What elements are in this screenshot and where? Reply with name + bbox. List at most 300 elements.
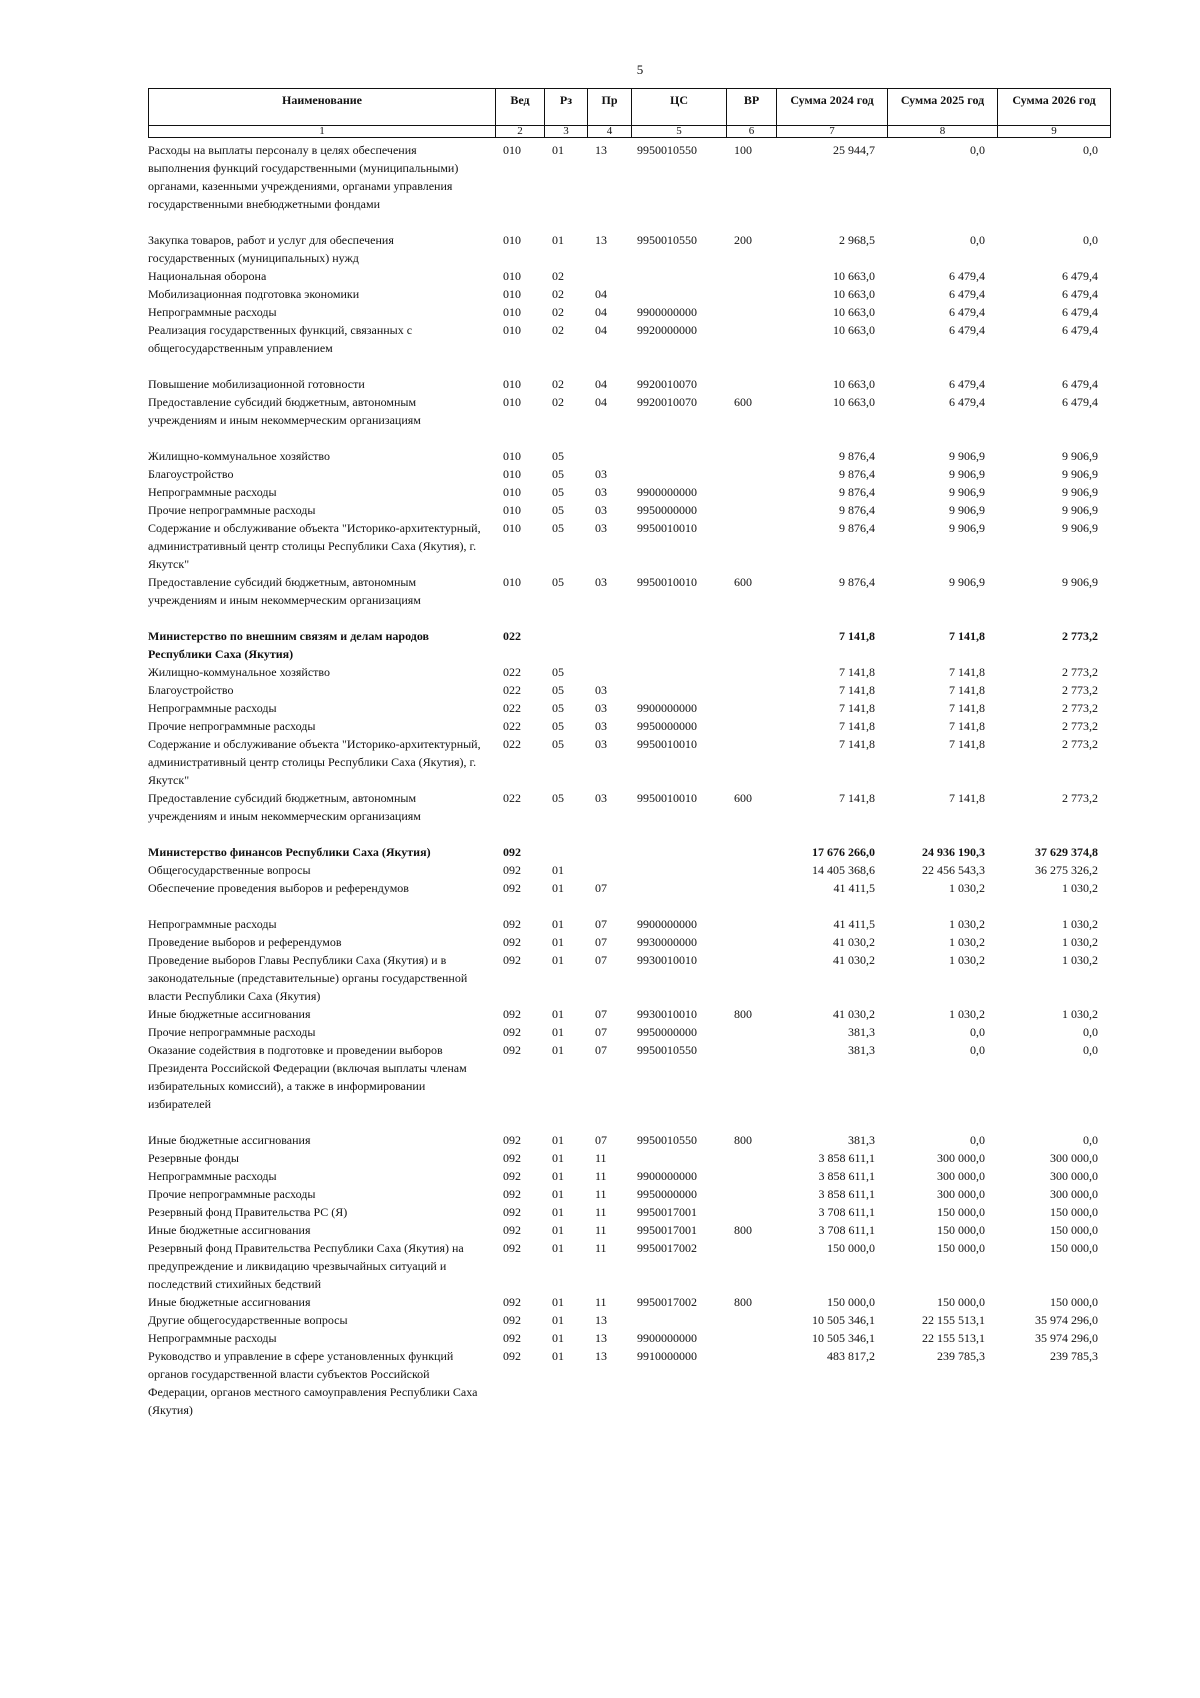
row-cs (631, 447, 726, 465)
row-sum-2026: 150 000,0 (1050, 1205, 1098, 1219)
row-cs: 9900000000 (637, 1169, 697, 1183)
row-name: Резервные фонды (148, 1151, 239, 1165)
row-cs: 9950010010 (637, 737, 697, 751)
row-sum-2025: 22 155 513,1 (922, 1313, 985, 1327)
row-pr (587, 663, 631, 681)
row-sum-2025: 9 906,9 (949, 521, 985, 535)
table-row (148, 483, 1110, 501)
row-cs: 9950010010 (637, 521, 697, 535)
row-sum-2025: 6 479,4 (949, 269, 985, 283)
row-rz: 01 (552, 935, 564, 949)
row-cs: 9950017001 (637, 1223, 697, 1237)
row-cs: 9900000000 (637, 305, 697, 319)
row-rz: 02 (552, 287, 564, 301)
row-sum-2025: 7 141,8 (949, 791, 985, 805)
header-ved: Вед (496, 89, 545, 126)
row-name: Проведение выборов Главы Республики Саха (Якутия) и в законодательные (представительные) органы государственной власти Республики Саха (Якутия) (148, 953, 468, 1003)
row-name: Благоустройство (148, 683, 234, 697)
row-vr: 600 (734, 395, 752, 409)
row-vr (726, 285, 776, 303)
row-sum-2025: 7 141,8 (949, 665, 985, 679)
row-name: Расходы на выплаты персоналу в целях обеспечения выполнения функций государственными (муниципальными) органами, казенными учреждениями, органами управления государственными внебюджетными фондами (148, 143, 459, 211)
row-rz: 05 (552, 701, 564, 715)
row-rz: 05 (552, 503, 564, 517)
table-row (148, 141, 1110, 231)
row-ved: 022 (503, 665, 521, 679)
row-name: Резервный фонд Правительства РС (Я) (148, 1205, 348, 1219)
row-cs: 9930010010 (637, 953, 697, 967)
row-sum-2026: 150 000,0 (1050, 1223, 1098, 1237)
row-name: Обеспечение проведения выборов и референдумов (148, 881, 409, 895)
row-sum-2026: 0,0 (1083, 1133, 1098, 1147)
row-name: Национальная оборона (148, 269, 267, 283)
row-sum-2025: 300 000,0 (937, 1187, 985, 1201)
table-row (148, 1149, 1110, 1167)
row-ved: 092 (503, 863, 521, 877)
row-sum-2024: 10 505 346,1 (812, 1313, 875, 1327)
row-sum-2024: 150 000,0 (827, 1241, 875, 1255)
row-sum-2025: 9 906,9 (949, 485, 985, 499)
row-vr (726, 447, 776, 465)
table-row (148, 1203, 1110, 1221)
row-vr: 800 (734, 1295, 752, 1309)
row-pr (587, 861, 631, 879)
table-row (148, 861, 1110, 879)
table-row (148, 573, 1110, 627)
row-vr: 800 (734, 1223, 752, 1237)
row-ved: 092 (503, 953, 521, 967)
row-sum-2024: 41 030,2 (833, 1007, 875, 1021)
row-sum-2025: 9 906,9 (949, 503, 985, 517)
row-sum-2024: 9 876,4 (839, 485, 875, 499)
row-vr (726, 1185, 776, 1203)
row-pr: 03 (595, 467, 607, 481)
page-number: 5 (636, 62, 644, 77)
row-pr: 03 (595, 791, 607, 805)
row-pr: 07 (595, 1007, 607, 1021)
row-vr: 800 (734, 1007, 752, 1021)
table-row (148, 285, 1110, 303)
row-pr: 03 (595, 683, 607, 697)
row-ved: 022 (503, 737, 521, 751)
row-sum-2025: 7 141,8 (949, 719, 985, 733)
row-cs (631, 1149, 726, 1167)
row-sum-2026: 2 773,2 (1062, 683, 1098, 697)
row-pr: 03 (595, 719, 607, 733)
row-pr: 11 (595, 1241, 607, 1255)
row-sum-2025: 6 479,4 (949, 305, 985, 319)
row-sum-2025: 1 030,2 (949, 881, 985, 895)
row-sum-2026: 35 974 296,0 (1035, 1331, 1098, 1345)
row-sum-2026: 9 906,9 (1062, 449, 1098, 463)
row-rz: 01 (552, 1133, 564, 1147)
row-vr (726, 1149, 776, 1167)
row-sum-2024: 3 708 611,1 (818, 1223, 875, 1237)
row-cs: 9920000000 (637, 323, 697, 337)
row-sum-2026: 2 773,2 (1062, 665, 1098, 679)
row-rz: 05 (552, 575, 564, 589)
row-vr (726, 303, 776, 321)
row-sum-2025: 9 906,9 (949, 467, 985, 481)
row-name: Реализация государственных функций, связанных с общегосударственным управлением (148, 323, 413, 355)
row-vr (726, 915, 776, 933)
row-cs (631, 861, 726, 879)
row-cs (631, 681, 726, 699)
row-sum-2025: 7 141,8 (949, 683, 985, 697)
row-sum-2024: 10 663,0 (833, 395, 875, 409)
row-sum-2026: 6 479,4 (1062, 305, 1098, 319)
row-rz: 01 (552, 1151, 564, 1165)
header-sum-2026: Сумма 2026 год (998, 89, 1111, 126)
column-number: 1 (149, 126, 496, 138)
row-vr (726, 843, 776, 861)
row-sum-2025: 1 030,2 (949, 1007, 985, 1021)
row-rz: 01 (552, 881, 564, 895)
row-name: Предоставление субсидий бюджетным, автономным учреждениям и иным некоммерческим организациям (148, 395, 421, 427)
table-row (148, 447, 1110, 465)
header-row (149, 89, 1111, 126)
row-name: Жилищно-коммунальное хозяйство (148, 449, 331, 463)
row-rz (544, 843, 587, 861)
column-number: 9 (998, 126, 1111, 138)
row-pr: 07 (595, 1025, 607, 1039)
row-pr: 13 (595, 143, 607, 157)
row-sum-2024: 381,3 (848, 1133, 875, 1147)
row-vr (726, 465, 776, 483)
row-sum-2026: 37 629 374,8 (1035, 845, 1098, 859)
row-vr (726, 1347, 776, 1419)
row-sum-2024: 25 944,7 (833, 143, 875, 157)
column-number-row (149, 126, 1111, 138)
header-rz: Рз (545, 89, 588, 126)
column-number: 7 (777, 126, 888, 138)
header-vr: ВР (727, 89, 777, 126)
row-sum-2024: 3 858 611,1 (818, 1151, 875, 1165)
table-row (148, 915, 1110, 933)
header-cs: ЦС (632, 89, 727, 126)
row-vr (726, 933, 776, 951)
row-sum-2026: 150 000,0 (1050, 1241, 1098, 1255)
row-ved: 092 (503, 845, 521, 859)
row-rz: 05 (552, 791, 564, 805)
row-pr: 07 (595, 1043, 607, 1057)
row-vr (726, 699, 776, 717)
table-row (148, 717, 1110, 735)
row-name: Предоставление субсидий бюджетным, автономным учреждениям и иным некоммерческим организациям (148, 791, 421, 823)
row-cs: 9950017002 (637, 1241, 697, 1255)
row-rz: 01 (552, 1205, 564, 1219)
row-ved: 010 (503, 323, 521, 337)
row-pr (587, 267, 631, 285)
row-ved: 092 (503, 1223, 521, 1237)
row-rz: 01 (552, 1043, 564, 1057)
row-ved: 092 (503, 1313, 521, 1327)
row-cs: 9950000000 (637, 503, 697, 517)
row-sum-2025: 7 141,8 (949, 701, 985, 715)
row-sum-2026: 9 906,9 (1062, 485, 1098, 499)
row-sum-2026: 2 773,2 (1062, 791, 1098, 805)
table-row (148, 375, 1110, 393)
row-sum-2025: 150 000,0 (937, 1223, 985, 1237)
row-name: Закупка товаров, работ и услуг для обеспечения государственных (муниципальных) нужд (148, 233, 394, 265)
row-pr: 03 (595, 503, 607, 517)
row-sum-2026: 2 773,2 (1062, 629, 1098, 643)
row-cs (631, 465, 726, 483)
row-pr: 11 (595, 1205, 607, 1219)
row-sum-2026: 2 773,2 (1062, 737, 1098, 751)
table-row (148, 465, 1110, 483)
row-vr (726, 1329, 776, 1347)
row-sum-2026: 0,0 (1083, 143, 1098, 157)
row-cs (631, 663, 726, 681)
row-cs (631, 285, 726, 303)
row-name: Проведение выборов и референдумов (148, 935, 342, 949)
row-rz: 01 (552, 233, 564, 247)
row-sum-2025: 6 479,4 (949, 377, 985, 391)
row-ved: 022 (503, 701, 521, 715)
row-pr: 07 (595, 935, 607, 949)
row-sum-2026: 2 773,2 (1062, 719, 1098, 733)
row-sum-2024: 150 000,0 (827, 1295, 875, 1309)
row-pr: 13 (595, 233, 607, 247)
row-sum-2026: 239 785,3 (1050, 1349, 1098, 1363)
row-sum-2024: 41 030,2 (833, 953, 875, 967)
row-sum-2024: 483 817,2 (827, 1349, 875, 1363)
row-name: Министерство финансов Республики Саха (Якутия) (148, 845, 431, 859)
row-rz: 01 (552, 863, 564, 877)
row-ved: 010 (503, 575, 521, 589)
row-sum-2025: 0,0 (970, 1025, 985, 1039)
row-sum-2025: 24 936 190,3 (922, 845, 985, 859)
row-sum-2025: 7 141,8 (949, 737, 985, 751)
row-sum-2026: 150 000,0 (1050, 1295, 1098, 1309)
row-ved: 092 (503, 1205, 521, 1219)
row-name: Иные бюджетные ассигнования (148, 1295, 311, 1309)
row-rz: 01 (552, 1331, 564, 1345)
row-rz: 05 (552, 449, 564, 463)
row-pr: 13 (595, 1313, 607, 1327)
row-sum-2026: 36 275 326,2 (1035, 863, 1098, 877)
row-name: Иные бюджетные ассигнования (148, 1223, 311, 1237)
row-vr: 600 (734, 575, 752, 589)
row-pr: 03 (595, 485, 607, 499)
row-sum-2026: 2 773,2 (1062, 701, 1098, 715)
row-sum-2026: 6 479,4 (1062, 269, 1098, 283)
row-vr (726, 663, 776, 681)
row-sum-2025: 0,0 (970, 233, 985, 247)
row-rz: 02 (552, 377, 564, 391)
row-sum-2025: 1 030,2 (949, 953, 985, 967)
row-sum-2026: 0,0 (1083, 1043, 1098, 1057)
row-vr (726, 1203, 776, 1221)
row-vr (726, 879, 776, 915)
row-sum-2024: 41 030,2 (833, 935, 875, 949)
row-vr: 200 (734, 233, 752, 247)
row-sum-2024: 7 141,8 (839, 629, 875, 643)
row-ved: 022 (503, 629, 521, 643)
table-row (148, 1329, 1110, 1347)
table-row (148, 303, 1110, 321)
row-cs: 9920010070 (637, 377, 697, 391)
row-vr (726, 735, 776, 789)
row-cs (631, 879, 726, 915)
row-sum-2025: 6 479,4 (949, 287, 985, 301)
row-cs: 9950010010 (637, 791, 697, 805)
row-cs: 9950017001 (637, 1205, 697, 1219)
row-sum-2024: 9 876,4 (839, 449, 875, 463)
header-pr: Пр (588, 89, 632, 126)
row-rz: 05 (552, 683, 564, 697)
table-row (148, 501, 1110, 519)
row-cs: 9910000000 (637, 1349, 697, 1363)
row-vr (726, 375, 776, 393)
row-vr: 100 (734, 143, 752, 157)
row-name: Прочие непрограммные расходы (148, 503, 316, 517)
table-row (148, 1005, 1110, 1023)
row-ved: 010 (503, 377, 521, 391)
row-sum-2026: 9 906,9 (1062, 503, 1098, 517)
row-name: Содержание и обслуживание объекта "Историко-архитектурный, административный центр столицы Республики Саха (Якутия), г. Якутск" (148, 737, 481, 787)
row-cs: 9950010550 (637, 233, 697, 247)
row-sum-2025: 150 000,0 (937, 1205, 985, 1219)
row-sum-2025: 22 155 513,1 (922, 1331, 985, 1345)
row-name: Иные бюджетные ассигнования (148, 1007, 311, 1021)
row-sum-2025: 9 906,9 (949, 575, 985, 589)
row-ved: 092 (503, 1169, 521, 1183)
row-sum-2024: 3 708 611,1 (818, 1205, 875, 1219)
row-cs (631, 627, 726, 663)
row-vr (726, 519, 776, 573)
table-row (148, 663, 1110, 681)
row-pr (587, 843, 631, 861)
row-rz: 01 (552, 143, 564, 157)
row-pr: 04 (595, 305, 607, 319)
row-sum-2024: 9 876,4 (839, 575, 875, 589)
row-sum-2025: 300 000,0 (937, 1169, 985, 1183)
row-sum-2024: 3 858 611,1 (818, 1169, 875, 1183)
row-sum-2026: 0,0 (1083, 1025, 1098, 1039)
row-sum-2024: 7 141,8 (839, 737, 875, 751)
row-vr (726, 483, 776, 501)
row-name: Содержание и обслуживание объекта "Историко-архитектурный, административный центр столицы Республики Саха (Якутия), г. Якутск" (148, 521, 481, 571)
row-sum-2025: 6 479,4 (949, 395, 985, 409)
row-pr: 07 (595, 917, 607, 931)
row-sum-2026: 1 030,2 (1062, 881, 1098, 895)
row-ved: 010 (503, 521, 521, 535)
row-cs: 9900000000 (637, 917, 697, 931)
row-sum-2026: 0,0 (1083, 233, 1098, 247)
row-name: Прочие непрограммные расходы (148, 719, 316, 733)
row-ved: 092 (503, 1331, 521, 1345)
row-pr: 07 (595, 1133, 607, 1147)
row-sum-2026: 9 906,9 (1062, 467, 1098, 481)
row-rz: 01 (552, 1169, 564, 1183)
row-sum-2025: 0,0 (970, 1043, 985, 1057)
row-sum-2024: 17 676 266,0 (812, 845, 875, 859)
row-pr: 04 (595, 323, 607, 337)
row-sum-2024: 14 405 368,6 (812, 863, 875, 877)
row-rz: 01 (552, 1313, 564, 1327)
row-ved: 010 (503, 269, 521, 283)
row-vr (726, 1311, 776, 1329)
row-ved: 010 (503, 449, 521, 463)
column-number: 6 (727, 126, 777, 138)
row-cs (631, 1311, 726, 1329)
row-ved: 092 (503, 1241, 521, 1255)
row-vr (726, 627, 776, 663)
row-name: Непрограммные расходы (148, 917, 277, 931)
row-sum-2026: 1 030,2 (1062, 1007, 1098, 1021)
row-rz: 01 (552, 1223, 564, 1237)
table-header (148, 88, 1111, 138)
row-pr: 11 (595, 1223, 607, 1237)
row-ved: 010 (503, 503, 521, 517)
row-sum-2024: 9 876,4 (839, 467, 875, 481)
row-name: Иные бюджетные ассигнования (148, 1133, 311, 1147)
table-row (148, 1041, 1110, 1131)
table-row (148, 1239, 1110, 1293)
row-ved: 092 (503, 1025, 521, 1039)
row-cs: 9920010070 (637, 395, 697, 409)
row-vr (726, 1023, 776, 1041)
row-pr: 13 (595, 1349, 607, 1363)
row-sum-2024: 381,3 (848, 1043, 875, 1057)
table-row (148, 1023, 1110, 1041)
row-sum-2026: 1 030,2 (1062, 935, 1098, 949)
row-pr: 11 (595, 1151, 607, 1165)
header-name: Наименование (149, 89, 496, 126)
row-sum-2024: 10 663,0 (833, 305, 875, 319)
row-cs: 9930000000 (637, 935, 697, 949)
row-name: Резервный фонд Правительства Республики Саха (Якутия) на предупреждение и ликвидацию чрезвычайных ситуаций и последствий стихийных бедствий (148, 1241, 464, 1291)
row-name: Непрограммные расходы (148, 305, 277, 319)
row-sum-2024: 10 505 346,1 (812, 1331, 875, 1345)
row-pr: 13 (595, 1331, 607, 1345)
row-sum-2025: 1 030,2 (949, 917, 985, 931)
row-cs: 9950010010 (637, 575, 697, 589)
table-row (148, 1131, 1110, 1149)
row-ved: 092 (503, 1151, 521, 1165)
row-sum-2024: 7 141,8 (839, 701, 875, 715)
row-name: Мобилизационная подготовка экономики (148, 287, 360, 301)
row-sum-2026: 1 030,2 (1062, 953, 1098, 967)
column-number: 4 (588, 126, 632, 138)
table-row (148, 1293, 1110, 1311)
row-sum-2025: 150 000,0 (937, 1295, 985, 1309)
row-sum-2026: 6 479,4 (1062, 395, 1098, 409)
row-vr: 600 (734, 791, 752, 805)
row-ved: 022 (503, 791, 521, 805)
row-sum-2025: 9 906,9 (949, 449, 985, 463)
row-vr (726, 861, 776, 879)
row-sum-2024: 3 858 611,1 (818, 1187, 875, 1201)
row-ved: 010 (503, 143, 521, 157)
row-name: Министерство по внешним связям и делам народов Республики Саха (Якутия) (148, 629, 430, 661)
row-sum-2025: 150 000,0 (937, 1241, 985, 1255)
row-rz: 01 (552, 953, 564, 967)
table-row (148, 627, 1110, 663)
row-rz: 01 (552, 1025, 564, 1039)
row-name: Благоустройство (148, 467, 234, 481)
row-vr (726, 1041, 776, 1131)
row-name: Прочие непрограммные расходы (148, 1187, 316, 1201)
row-pr (587, 447, 631, 465)
row-sum-2025: 0,0 (970, 143, 985, 157)
row-rz: 05 (552, 665, 564, 679)
row-sum-2026: 9 906,9 (1062, 521, 1098, 535)
row-pr: 04 (595, 377, 607, 391)
row-sum-2026: 300 000,0 (1050, 1169, 1098, 1183)
